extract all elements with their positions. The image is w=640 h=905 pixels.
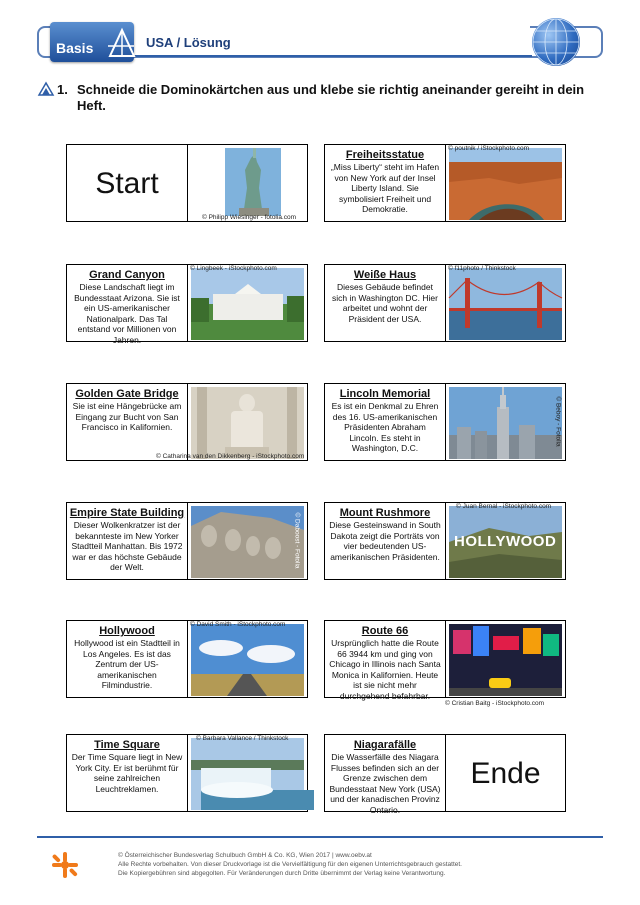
card-description: Diese Landschaft liegt im Bundesstaat Arizona. Sie ist ein US-amerikanischer Nationalpark. Das Tal entstand vor Millionen von Jahren. [74,282,180,345]
domino-card [324,144,566,222]
card-image [446,503,565,579]
card-image [446,145,565,221]
card-description: Sie ist eine Hängebrücke am Eingang zur Bucht von San Francisco in Kalifornien. [72,401,182,432]
footer-copyright: © Österreichischer Bundesverlag Schulbuch GmbH & Co. KG, Wien 2017 | www.oebv.at [118,852,372,859]
card-left [67,621,188,697]
route-66-image [191,624,304,696]
image-credit: © Cristian Baitg - iStockphoto.com [445,700,545,707]
card-description: Dieses Gebäude befindet sich in Washington DC. Hier arbeitet und wohnt der Präsident der USA. [332,282,438,324]
image-credit: © Daboost - Fotolia [293,512,301,569]
card-title: Weiße Haus [353,269,417,281]
card-title: Route 66 [361,625,409,637]
card-image [446,621,565,697]
domino-card [66,502,308,580]
task-number: 1. [57,82,68,97]
empire-state-building-image [449,387,562,459]
card-title: Freiheitsstatue [345,149,425,161]
card-image [446,384,565,460]
card-left [67,735,188,811]
card-left [67,265,188,345]
card-description: Die Wasserfälle des Niagara Flusses befinden sich an der Grenze zwischen dem Bundesstaat New York (USA) und der kanadischen Provinz Ontario. [329,752,441,815]
domino-card [324,620,566,707]
card-title: Lincoln Memorial [339,388,431,400]
difficulty-icon [38,82,54,96]
footer-disclaimer: Die Kopiergebühren sind abgegolten. Für Veränderungen durch Dritte übernimmt der Verlag keine Verantwortung. [118,870,446,877]
domino-card [324,734,566,815]
card-image [188,503,307,579]
card-image [188,265,307,341]
image-credit: © Lingbeek - iStockphoto.com [190,265,277,272]
domino-card [324,264,566,342]
card-title: Mount Rushmore [339,507,431,519]
golden-gate-bridge-image [449,268,562,340]
card-left [325,503,446,579]
image-credit: © poutnik / iStockphoto.com [448,145,530,152]
times-square-image [449,624,562,696]
card-description: Diese Gesteinswand in South Dakota zeigt die Porträts von vier bedeutenden US-amerikanischen Präsidenten. [329,520,441,562]
card-left [67,384,188,460]
image-credit: © Beboy - Fotolia [554,396,562,447]
card-left [325,735,446,815]
card-right [446,735,565,811]
card-left [325,384,446,460]
card-description: Hollywood ist ein Stadtteil in Los Angeles. Es ist das Zentrum der US-amerikanischen Filmindustrie. [74,638,180,690]
card-left [325,621,446,701]
globe-icon [532,18,580,66]
image-credit: © Catharina van den Dikkenberg - iStockphoto.com [156,453,305,460]
lincoln-memorial-image [191,387,304,459]
niagara-falls-image [191,738,304,810]
end-word: Ende [470,757,541,790]
card-description: Dieser Wolkenkratzer ist der bekannteste im New Yorker Stadtteil Manhattan. Bis 1972 war er das höchste Gebäude der Welt. [71,520,183,572]
image-credit: © f11photo / Thinkstock [448,265,516,272]
image-credit: © Juan Bernal - iStockphoto.com [456,503,552,510]
card-title: Golden Gate Bridge [75,388,179,400]
domino-card [66,734,308,812]
card-image [156,384,307,460]
start-word: Start [95,167,159,200]
card-left [325,145,446,221]
footer-rights: Alle Rechte vorbehalten. Von dieser Druckvorlage ist die Vervielfältigung für den eigenen Unterrichtsgebrauch gestattet. [118,861,462,868]
card-title: Empire State Building [69,507,185,519]
card-title: Hollywood [99,625,155,637]
header-frame-gap [120,24,530,30]
card-left [325,265,446,341]
card-description: Ursprünglich hatte die Route 66 3944 km und ging von Chicago in Illinois nach Santa Monica in Kalifornien. Heute ist sie nicht mehr durchgehend befahrbar. [329,638,441,701]
domino-card [66,264,308,345]
hollywood-sign-text: HOLLYWOOD [454,533,557,550]
card-title: Grand Canyon [89,269,165,281]
task-instruction: Schneide die Dominokärtchen aus und klebe sie richtig aneinander gereiht in dein Heft. [77,82,585,113]
domino-card [66,383,308,461]
card-description: „Miss Liberty“ steht im Hafen von New York auf der Insel Liberty Island. Sie symbolisiert Freiheit und Demokratie. [330,162,440,214]
card-image [188,145,307,221]
card-image [188,735,307,811]
header-rule [132,55,532,57]
card-title: Niagarafälle [353,739,417,751]
footer-rule [37,836,603,838]
white-house-image [191,268,304,340]
domino-card [324,383,566,461]
card-left [67,503,188,579]
card-image [188,621,307,697]
card-image [446,265,565,341]
image-credit: © David Smith - iStockphoto.com [190,621,286,628]
logo-text: Basis [56,40,94,56]
statue-of-liberty-image [191,148,304,220]
grand-canyon-image [449,148,562,220]
card-left [67,145,188,221]
page-title: USA / Lösung [146,35,231,50]
mount-rushmore-image [191,506,304,578]
image-credit: © Barbara Vallance / Thinkstock [196,735,289,742]
card-title: Time Square [94,739,160,751]
publisher-logo-icon [50,850,80,880]
domino-card [66,144,308,222]
card-description: Der Time Square liegt in New York City. Er ist berühmt für seine zahlreichen Leuchtreklamen. [71,752,183,794]
domino-card [66,620,308,698]
image-credit: © Philipp Wiesinger - fotolia.com [202,214,297,221]
card-description: Es ist ein Denkmal zu Ehren des 16. US-amerikanischen Präsidenten Abraham Lincoln. Es steht in Washington, D.C. [331,401,439,453]
domino-card [324,502,566,580]
